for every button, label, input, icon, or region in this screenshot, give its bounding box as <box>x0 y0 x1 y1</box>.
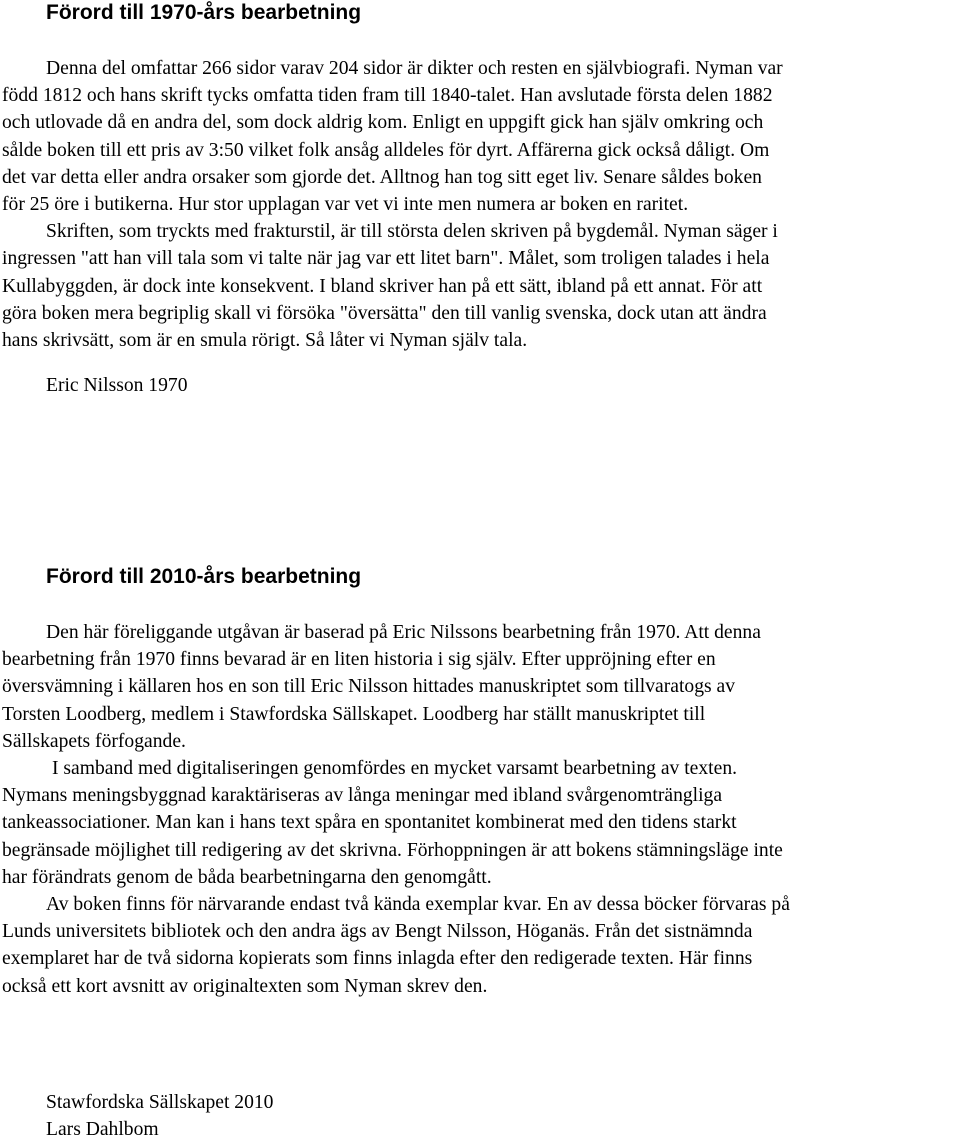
text-line: Sällskapets förfogande. <box>2 730 186 752</box>
preface-1970-heading: Förord till 1970-års bearbetning <box>46 1 362 24</box>
preface-1970-body <box>2 55 958 354</box>
text-line: Skriften, som tryckts med frakturstil, är till största delen skriven på bygdemål. Nyman säger i <box>46 221 778 243</box>
preface-1970-signature: Eric Nilsson 1970 <box>46 375 188 396</box>
text-line: Denna del omfattar 266 sidor varav 204 sidor är dikter och resten en självbiografi. Nyman var <box>46 58 783 79</box>
text-line: översvämning i källaren hos en son till Eric Nilsson hittades manuskriptet som tillvaratogs av <box>2 676 736 698</box>
text-line: och utlovade då en andra del, som dock aldrig kom. Enligt en uppgift gick han själv omkring och <box>2 112 764 134</box>
text-line: född 1812 och hans skrift tycks omfatta tiden fram till 1840-talet. Han avslutade första delen 1882 <box>2 85 773 107</box>
text-line: för 25 öre i butikerna. Hur stor upplagan var vet vi inte men numera ar boken en raritet. <box>2 194 689 216</box>
preface-2010-body <box>2 619 958 1000</box>
text-line: ingressen "att han vill tala som vi talte när jag var ett litet barn". Målet, som troligen talades i hela <box>2 248 770 270</box>
text-line: tankeassociationer. Man kan i hans text spåra en spontanitet kombinerat med den tidens starkt <box>2 812 737 834</box>
text-line: göra boken mera begriplig skall vi försöka "översätta" den till vanlig svenska, dock utan att ändra <box>2 302 767 324</box>
text-line: också ett kort avsnitt av originaltexten som Nyman skrev den. <box>2 975 488 997</box>
text-line: exemplaret har de två sidorna kopierats som finns inlagda efter den redigerade texten. Här finns <box>2 948 753 970</box>
text-line: Lunds universitets bibliotek och den andra ägs av Bengt Nilsson, Höganäs. Från det sistnämnda <box>2 921 753 943</box>
text-line: har förändrats genom de båda bearbetningarna den genomgått. <box>2 866 492 888</box>
preface-2010-heading: Förord till 2010-års bearbetning <box>46 565 362 588</box>
text-line: Den här föreliggande utgåvan är baserad på Eric Nilssons bearbetning från 1970. Att denna <box>46 622 761 643</box>
text-line: I samband med digitaliseringen genomfördes en mycket varsamt bearbetning av texten. <box>52 758 738 780</box>
text-line: hans skrivsätt, som är en smula rörigt. Så låter vi Nyman själv tala. <box>2 330 528 352</box>
text-line: bearbetning från 1970 finns bevarad är en liten historia i sig själv. Efter uppröjning efter en <box>2 649 716 671</box>
text-line: Kullabyggden, är dock inte konsekvent. I bland skriver han på ett sätt, ibland på ett annat. För att <box>2 275 763 297</box>
text-line: sålde boken till ett pris av 3:50 vilket folk ansåg alldeles för dyrt. Affärerna gick också dåligt. Om <box>2 139 770 161</box>
text-line: Nymans meningsbyggnad karaktäriseras av långa meningar med ibland svårgenomträngliga <box>2 785 723 807</box>
text-line: begränsade möjlighet till redigering av det skrivna. Förhoppningen är att bokens stämningsläge inte <box>2 839 783 861</box>
text-line: Av boken finns för närvarande endast två kända exemplar kvar. En av dessa böcker förvaras på <box>46 894 790 916</box>
preface-2010-signature-organization: Stawfordska Sällskapet 2010 <box>46 1092 274 1113</box>
preface-2010-signature-name: Lars Dahlbom <box>46 1119 159 1140</box>
text-line: det var detta eller andra orsaker som gjorde det. Alltnog han tog sitt eget liv. Senare såldes boken <box>2 166 762 188</box>
text-line: Torsten Loodberg, medlem i Stawfordska Sällskapet. Loodberg har ställt manuskriptet till <box>2 703 706 725</box>
